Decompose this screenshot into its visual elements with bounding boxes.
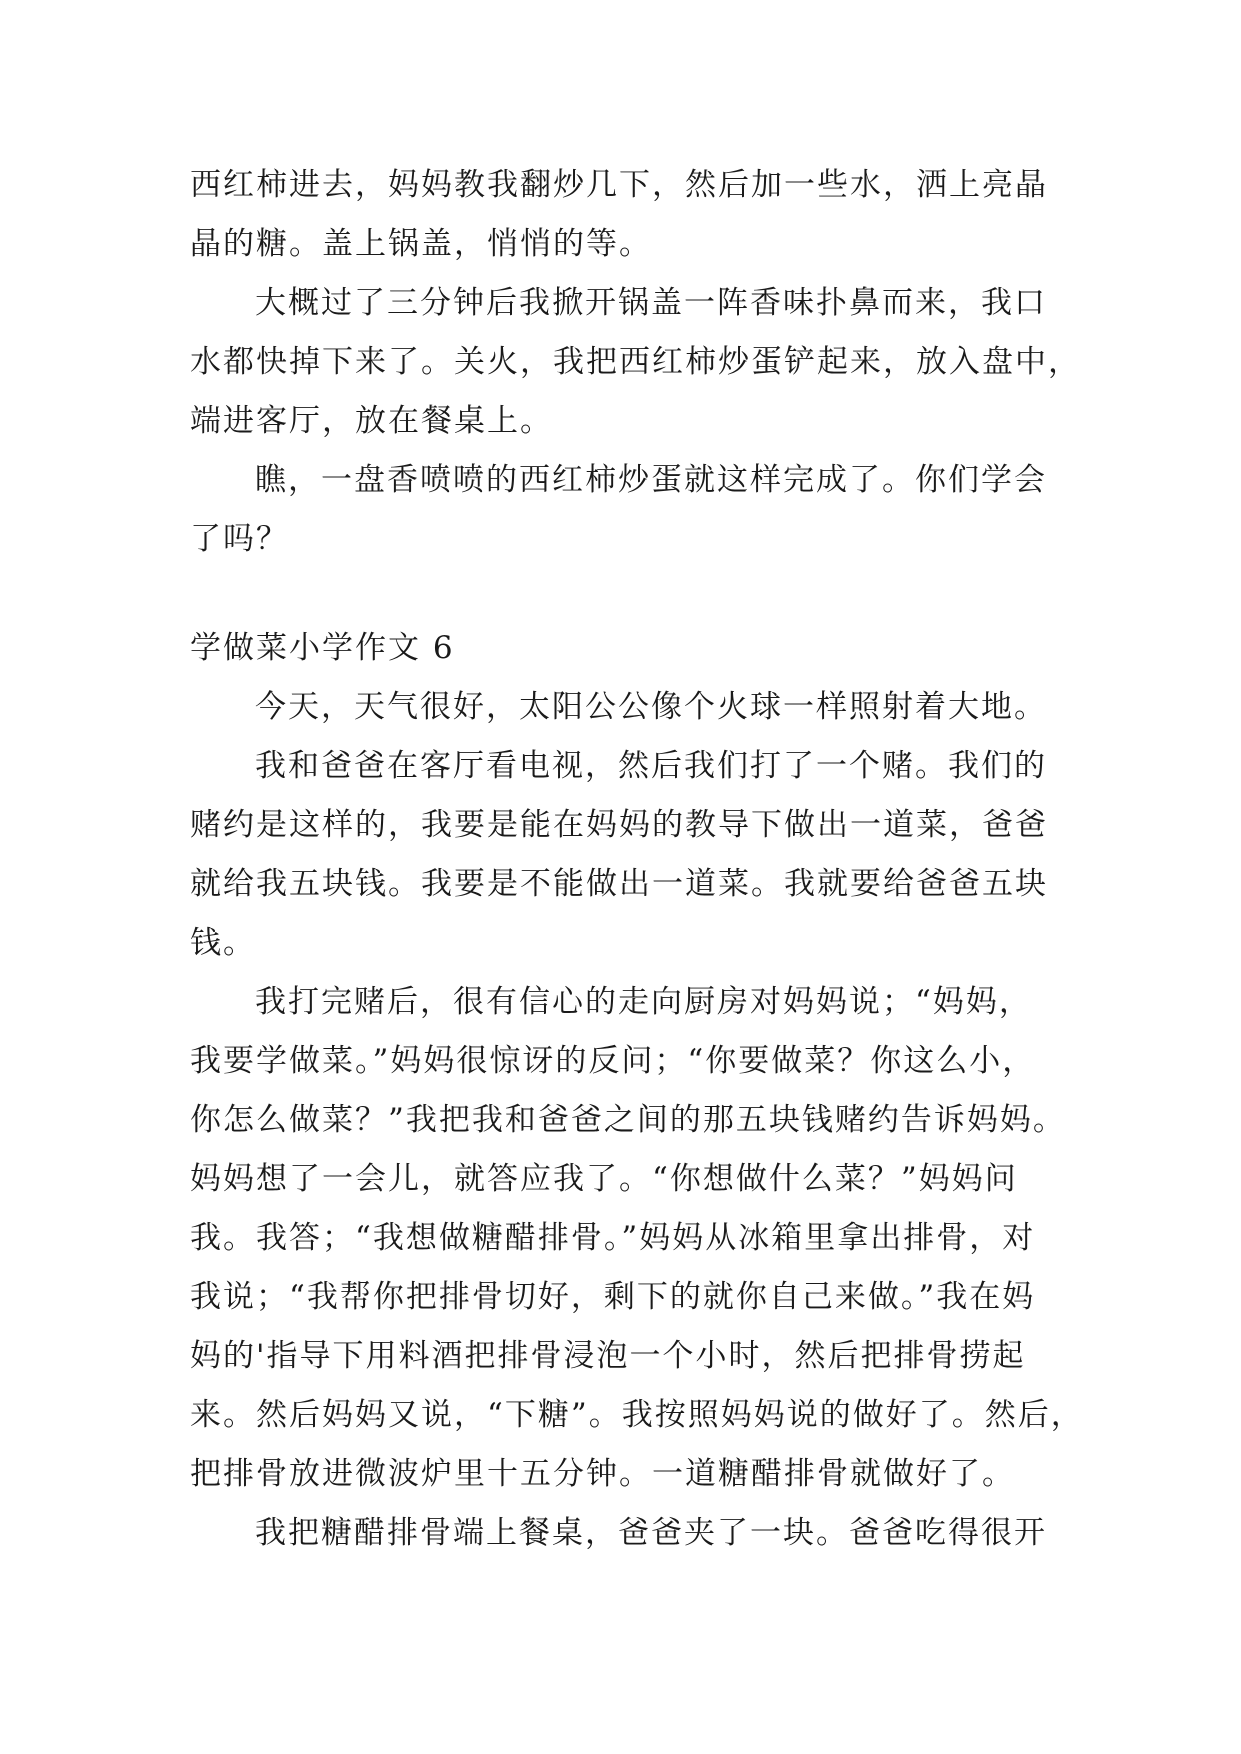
paragraph-line: 我要学做菜。”妈妈很惊讶的反问；“你要做菜？你这么小， xyxy=(190,1043,1036,1079)
paragraph-line: 西红柿进去，妈妈教我翻炒几下，然后加一些水，洒上亮晶 xyxy=(190,167,1048,203)
paragraph-line: 就给我五块钱。我要是不能做出一道菜。我就要给爸爸五块 xyxy=(190,866,1048,902)
paragraph-line: 你怎么做菜？”我把我和爸爸之间的那五块钱赌约告诉妈妈。 xyxy=(190,1102,1066,1138)
paragraph-line: 端进客厅，放在餐桌上。 xyxy=(190,403,553,439)
paragraph-line: 了吗？ xyxy=(190,521,289,557)
paragraph-line: 今天，天气很好，太阳公公像个火球一样照射着大地。 xyxy=(255,689,1047,725)
paragraph-line: 我把糖醋排骨端上餐桌，爸爸夹了一块。爸爸吃得很开 xyxy=(255,1515,1047,1551)
paragraph-line: 水都快掉下来了。关火，我把西红柿炒蛋铲起来，放入盘中， xyxy=(190,344,1081,380)
paragraph-line: 妈妈想了一会儿，就答应我了。“你想做什么菜？”妈妈问 xyxy=(190,1161,1018,1197)
paragraph-line: 赌约是这样的，我要是能在妈妈的教导下做出一道菜，爸爸 xyxy=(190,807,1048,843)
paragraph-line: 钱。 xyxy=(190,925,256,961)
paragraph-line: 把排骨放进微波炉里十五分钟。一道糖醋排骨就做好了。 xyxy=(190,1456,1015,1492)
paragraph-line: 我。我答；“我想做糖醋排骨。”妈妈从冰箱里拿出排骨，对 xyxy=(190,1220,1036,1256)
paragraph-line: 瞧，一盘香喷喷的西红柿炒蛋就这样完成了。你们学会 xyxy=(255,462,1047,498)
section-heading: 学做菜小学作文 6 xyxy=(190,630,455,666)
paragraph-line: 大概过了三分钟后我掀开锅盖一阵香味扑鼻而来，我口 xyxy=(255,285,1047,321)
paragraph-line: 晶的糖。盖上锅盖，悄悄的等。 xyxy=(190,226,652,262)
paragraph-line: 我和爸爸在客厅看电视，然后我们打了一个赌。我们的 xyxy=(255,748,1047,784)
paragraph-line: 来。然后妈妈又说，“下糖”。我按照妈妈说的做好了。然后， xyxy=(190,1397,1084,1433)
paragraph-line: 妈的'指导下用料酒把排骨浸泡一个小时，然后把排骨捞起 xyxy=(190,1338,1026,1374)
paragraph-line: 我打完赌后，很有信心的走向厨房对妈妈说；“妈妈， xyxy=(255,984,1032,1020)
paragraph-line: 我说；“我帮你把排骨切好，剩下的就你自己来做。”我在妈 xyxy=(190,1279,1036,1315)
